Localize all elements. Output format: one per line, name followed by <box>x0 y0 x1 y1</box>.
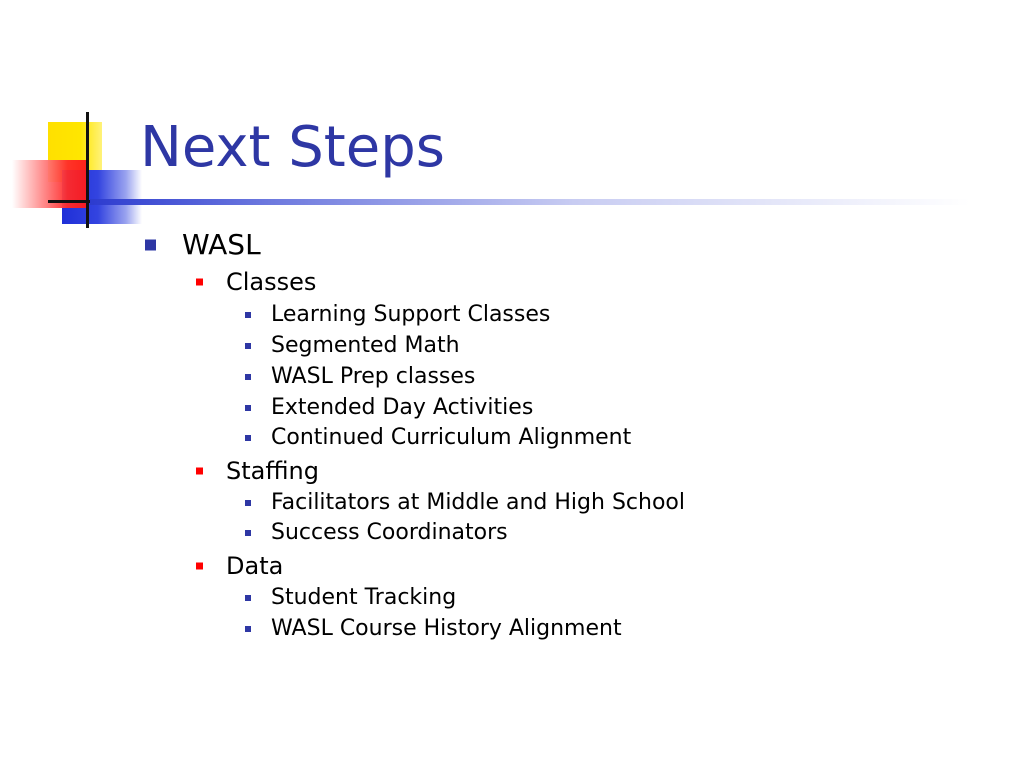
bullet-text: WASL <box>182 228 261 261</box>
bullet-text: Student Tracking <box>271 585 457 610</box>
bullet-level1-item <box>182 228 261 262</box>
bullet-level2-item <box>226 456 319 486</box>
square-bullet-icon <box>196 468 203 475</box>
bullet-text: Extended Day Activities <box>271 395 534 420</box>
bullet-level3-item <box>271 489 685 517</box>
bullet-text: WASL Course History Alignment <box>271 616 622 641</box>
bullet-level3-item <box>271 363 475 391</box>
bullet-text: Staffing <box>226 457 319 485</box>
bullet-level3-item <box>271 519 508 547</box>
bullet-text: Facilitators at Middle and High School <box>271 490 685 515</box>
bullet-level3-item <box>271 301 550 329</box>
square-bullet-icon <box>245 312 251 318</box>
square-bullet-icon <box>245 374 251 380</box>
bullet-text: Classes <box>226 268 317 296</box>
bullet-text: Segmented Math <box>271 333 460 358</box>
bullet-text: Continued Curriculum Alignment <box>271 425 632 450</box>
square-bullet-icon <box>245 435 251 441</box>
square-bullet-icon <box>245 500 251 506</box>
square-bullet-icon <box>245 405 251 411</box>
bullet-text: Data <box>226 552 284 580</box>
square-bullet-icon <box>145 240 156 251</box>
bullet-level3-item <box>271 424 631 452</box>
square-bullet-icon <box>196 563 203 570</box>
bullet-level2-item <box>226 551 283 581</box>
square-bullet-icon <box>245 530 251 536</box>
bullet-level3-item <box>271 332 460 360</box>
square-bullet-icon <box>245 626 251 632</box>
bullet-text: Success Coordinators <box>271 520 508 545</box>
bullet-level3-item <box>271 615 622 643</box>
bullet-level3-item <box>271 584 456 612</box>
square-bullet-icon <box>245 343 251 349</box>
square-bullet-icon <box>196 279 203 286</box>
square-bullet-icon <box>245 595 251 601</box>
bullet-text: Learning Support Classes <box>271 302 551 327</box>
bullet-level3-item <box>271 394 533 422</box>
slide-title: Next Steps <box>140 115 445 180</box>
bullet-text: WASL Prep classes <box>271 364 476 389</box>
bullet-level2-item <box>226 267 316 297</box>
